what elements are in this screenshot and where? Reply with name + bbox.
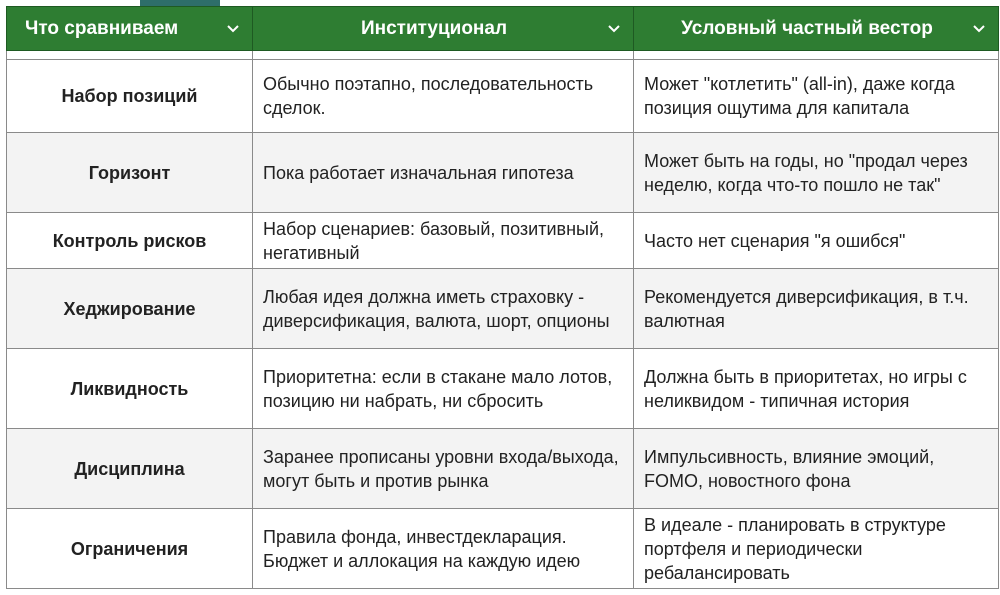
- table-row: [7, 429, 999, 509]
- topic-cell[interactable]: Хеджирование: [7, 269, 253, 349]
- topic-cell[interactable]: Горизонт: [7, 133, 253, 213]
- table-row: [7, 60, 999, 133]
- institutional-cell[interactable]: Заранее прописаны уровни входа/выхода, могут быть и против рынка: [253, 429, 634, 509]
- topic-cell[interactable]: Контроль рисков: [7, 213, 253, 269]
- institutional-cell[interactable]: Обычно поэтапно, последовательность сделок.: [253, 60, 634, 133]
- column-header-label: Институционал: [360, 17, 508, 39]
- gap-cell: [7, 51, 253, 60]
- table-row: [7, 213, 999, 269]
- column-header-institutional[interactable]: [253, 7, 634, 51]
- table-row: [7, 349, 999, 429]
- topic-cell[interactable]: Набор позиций: [7, 60, 253, 133]
- topic-cell[interactable]: Ограничения: [7, 509, 253, 589]
- private-cell[interactable]: Импульсивность, влияние эмоций, FOMO, новостного фона: [634, 429, 999, 509]
- column-header-topic[interactable]: [7, 7, 253, 51]
- private-cell[interactable]: Может "котлетить" (all-in), даже когда позиция ощутима для капитала: [634, 60, 999, 133]
- column-header-label: Что сравниваем: [25, 17, 179, 39]
- gap-cell: [253, 51, 634, 60]
- institutional-cell[interactable]: Правила фонда, инвестдекларация. Бюджет и аллокация на каждую идею: [253, 509, 634, 589]
- chevron-down-icon[interactable]: [224, 20, 242, 38]
- table-row: [7, 269, 999, 349]
- institutional-cell[interactable]: Пока работает изначальная гипотеза: [253, 133, 634, 213]
- table-row: [7, 509, 999, 589]
- header-row: [7, 7, 999, 51]
- private-cell[interactable]: Рекомендуется диверсификация, в т.ч. валютная: [634, 269, 999, 349]
- private-cell[interactable]: Должна быть в приоритетах, но игры с неликвидом - типичная история: [634, 349, 999, 429]
- private-cell[interactable]: Может быть на годы, но "продал через неделю, когда что-то пошло не так": [634, 133, 999, 213]
- topic-cell[interactable]: Дисциплина: [7, 429, 253, 509]
- column-header-label: Условный частный вестор: [681, 17, 933, 39]
- topic-cell[interactable]: Ликвидность: [7, 349, 253, 429]
- header-gap-row: [7, 51, 999, 60]
- comparison-table: [6, 6, 999, 589]
- column-header-private[interactable]: [634, 7, 999, 51]
- table-row: [7, 133, 999, 213]
- chevron-down-icon[interactable]: [605, 20, 623, 38]
- institutional-cell[interactable]: Набор сценариев: базовый, позитивный, негативный: [253, 213, 634, 269]
- institutional-cell[interactable]: Приоритетна: если в стакане мало лотов, позицию ни набрать, ни сбросить: [253, 349, 634, 429]
- private-cell[interactable]: В идеале - планировать в структуре портфеля и периодически ребалансировать: [634, 509, 999, 589]
- gap-cell: [634, 51, 999, 60]
- institutional-cell[interactable]: Любая идея должна иметь страховку - диверсификация, валюта, шорт, опционы: [253, 269, 634, 349]
- chevron-down-icon[interactable]: [970, 20, 988, 38]
- private-cell[interactable]: Часто нет сценария "я ошибся": [634, 213, 999, 269]
